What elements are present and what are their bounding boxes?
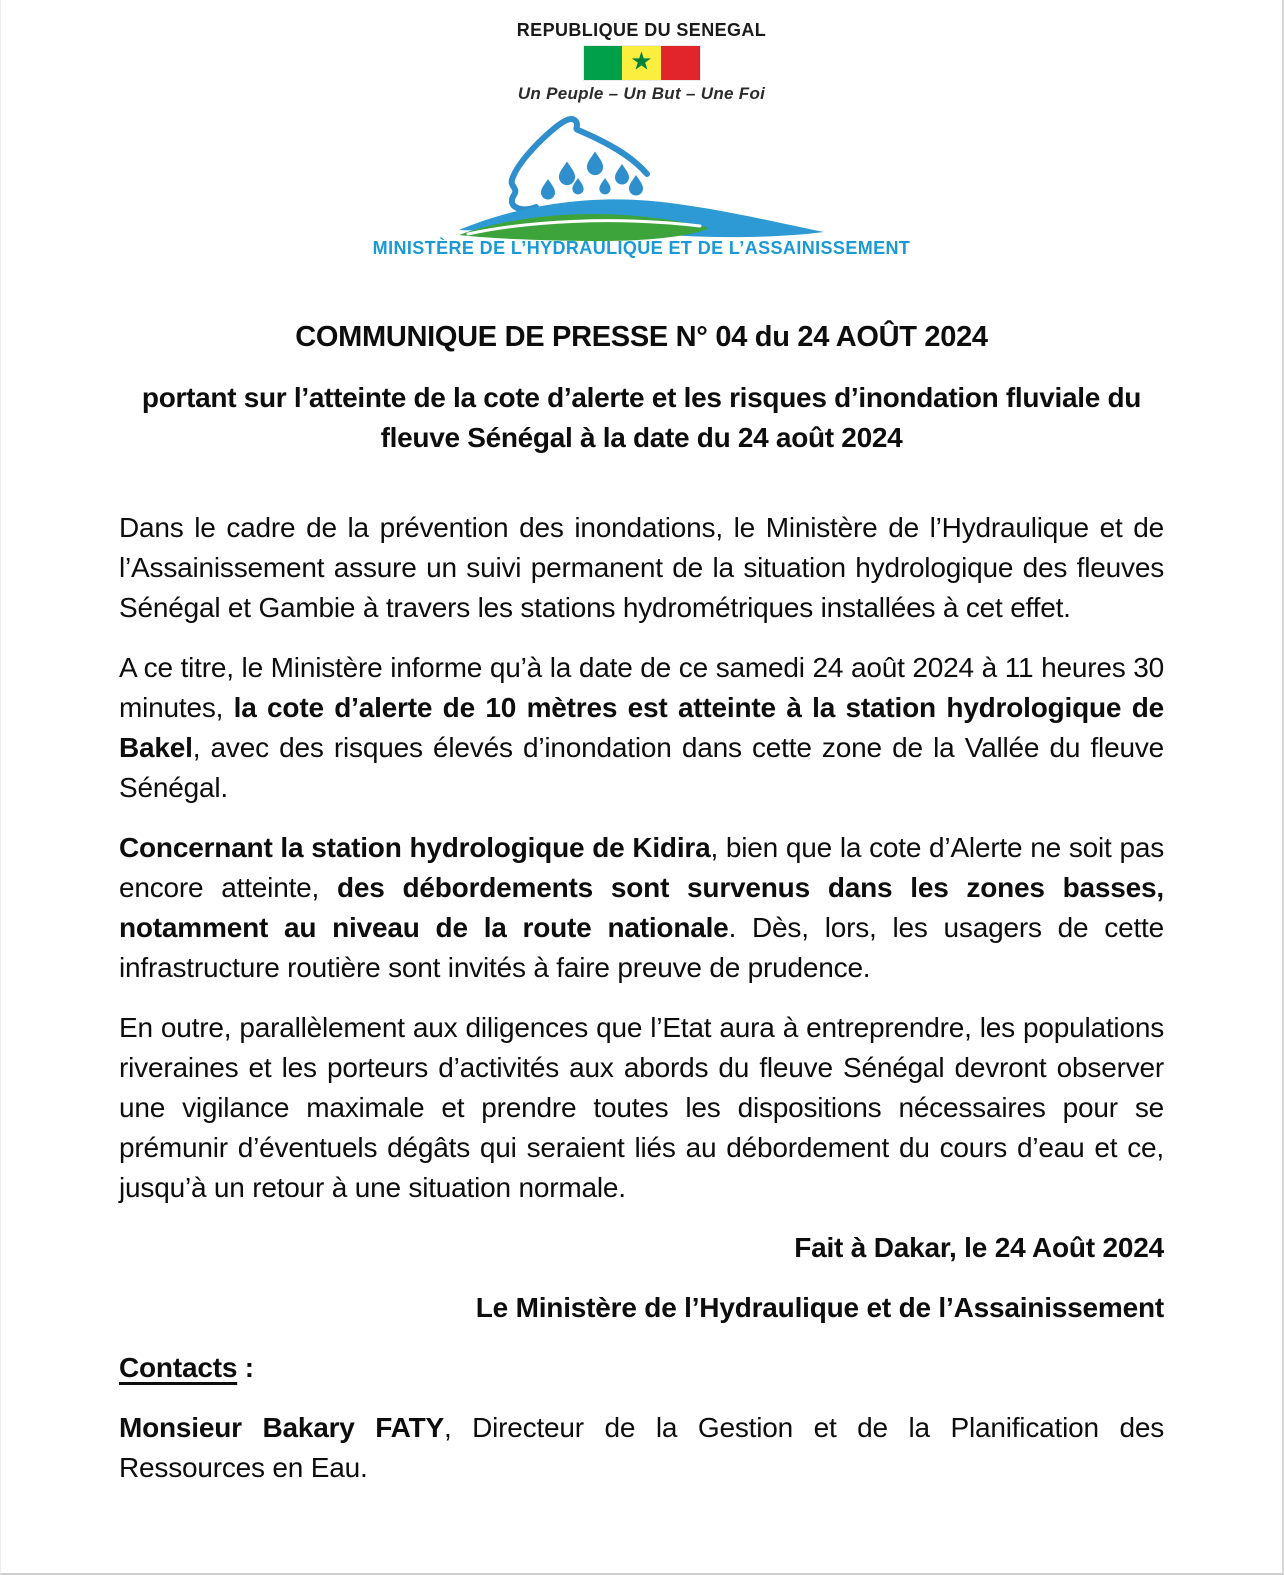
paragraph-4-text: En outre, parallèlement aux diligences que l’Etat aura à entreprendre, les populations riveraines et les porteurs d’activités aux abords du fleuve Sénégal devront observer une vigilance maximale et prendre toutes les dispositions nécessaires pour se prémunir d’éventuels dégâts qui seraient liés au débordement du cours d’eau et ce, jusqu’à un retour à une situation normale. [119,1012,1164,1203]
ministry-logo-icon [456,116,828,242]
flag-red-band [661,46,700,80]
paragraph-3 [119,828,1164,988]
signature-ministry: Le Ministère de l’Hydraulique et de l’Assainissement [475,1292,1164,1323]
flag-yellow-band [622,46,661,80]
paragraph-1-text: Dans le cadre de la prévention des inondations, le Ministère de l’Hydraulique et de l’Assainissement assure un suivi permanent de la situation hydrologique des fleuves Sénégal et Gambie à travers les stations hydrométriques installées à cet effet. [119,512,1164,623]
paragraph-3-bold-2: des débordements sont survenus dans les zones basses, notamment au niveau de la route nationale [119,872,1164,943]
ministry-name: MINISTÈRE DE L’HYDRAULIQUE ET DE L’ASSAINISSEMENT [372,238,911,258]
senegal-flag [584,46,700,80]
contacts-heading [119,1348,1164,1388]
contacts-label: Contacts [119,1352,238,1383]
contact-person [119,1408,1164,1488]
document-title: COMMUNIQUE DE PRESSE N° 04 du 24 AOÛT 2024 [295,321,988,353]
paragraph-2-bold: la cote d’alerte de 10 mètres est atteinte à la station hydrologique de Bakel [119,692,1164,763]
paragraph-4 [119,1008,1164,1208]
paragraph-2-pre: A ce titre, le Ministère informe qu’à la date de ce samedi 24 août 2024 à 11 heures 30 minutes, [119,652,1164,723]
ministry-logo-block [1,116,1282,259]
contact-name: Monsieur Bakary FATY [119,1412,444,1443]
flag-star-icon: ★ [630,47,653,76]
document-subtitle: portant sur l’atteinte de la cote d’alerte et les risques d’inondation fluviale du fleuve Sénégal à la date du 24 août 2024 [141,382,1142,453]
signature-place-date: Fait à Dakar, le 24 Août 2024 [794,1232,1164,1263]
document-body [119,508,1164,1488]
paragraph-3-bold-1: Concernant la station hydrologique de Kidira [119,832,711,863]
contact-role: , Directeur de la Gestion et de la Planification des Ressources en Eau. [119,1412,1164,1483]
national-header [1,0,1282,104]
paragraph-2 [119,648,1164,808]
contacts-colon: : [237,1352,254,1383]
republic-title: REPUBLIQUE DU SENEGAL [516,20,767,40]
paragraph-3-mid: , bien que la cote d’Alerte ne soit pas encore atteinte, [119,832,1164,903]
flag-green-band [584,46,623,80]
paragraph-1 [119,508,1164,628]
paragraph-3-post: . Dès, lors, les usagers de cette infrastructure routière sont invités à faire preuve de prudence. [119,912,1164,983]
national-motto: Un Peuple – Un But – Une Foi [517,84,766,103]
paragraph-2-post: , avec des risques élevés d’inondation dans cette zone de la Vallée du fleuve Sénégal. [119,732,1164,803]
